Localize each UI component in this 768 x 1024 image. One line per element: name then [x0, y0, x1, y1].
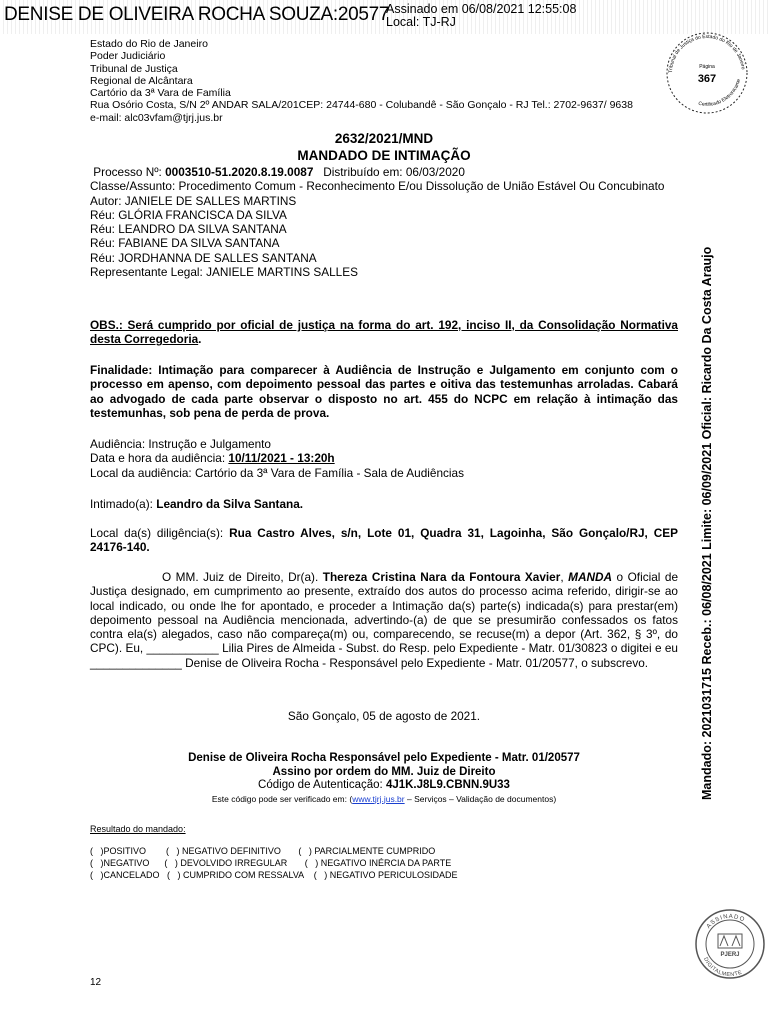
summoned-label: Intimado(a): [90, 497, 153, 511]
obs-end: . [198, 332, 202, 347]
hearing-type: Audiência: Instrução e Julgamento [90, 437, 271, 451]
seal-bottom: DIGITALMENTE [702, 956, 744, 979]
process-block [90, 165, 678, 279]
order-text: o Oficial de Justiça designado, em cumprimento ao presente, extraído dos autos do processo acima referido, dirigir-se ao local indicado, ou onde lhe for apontado, e proceder a Intimação da(s) parte(s) indicada(s) para prestar(em) depoimento pessoal na Audiência mencionada, advertindo-(a) de que se presumirão confessados os fatos contra ela(s) alegados, caso não compareça(m) ou, comparecendo, se recuse(m) a depor (Art. 362, § 3º, do CPC). Eu, ___________ Lilia Pires de Almeida - Subst. do Resp. pelo Expediente - Matr. 01/30823 o digitei e eu ______________ Denise de Oliveira Rocha - Responsável pelo Expediente - Matr. 01/20577, o subscrevo. [90, 570, 679, 670]
svg-text:ASSINADO [706, 914, 746, 930]
result-row: ( )POSITIVO ( ) NEGATIVO DEFINITIVO ( ) PARCIALMENTE CUMPRIDO [90, 846, 436, 856]
hearing-date-value: 10/11/2021 - 13:20h [228, 451, 335, 466]
party: Réu: FABIANE DA SILVA SANTANA [90, 236, 280, 251]
header-line: Cartório da 3ª Vara de Família [90, 87, 231, 100]
auth-code: 4J1K.J8L9.CBNN.9U33 [385, 779, 510, 791]
result-title: Resultado do mandado: [90, 824, 186, 834]
obs-text: OBS.: Será cumprido por oficial de justiça na forma do art. 192, inciso II, da Consolidação Normativa desta Corregedoria [90, 318, 678, 347]
signature-block [90, 752, 678, 806]
process-label: Processo Nº: [93, 165, 162, 179]
header-line: e-mail: alc03vfam@tjrj.jus.br [90, 111, 223, 124]
signed-location: Local: TJ-RJ [386, 15, 456, 29]
result-row: ( )NEGATIVO ( ) DEVOLVIDO IRREGULAR ( ) NEGATIVO INÉRCIA DA PARTE [90, 858, 452, 868]
hearing-date-label: Data e hora da audiência: [90, 451, 226, 466]
obs-note [90, 318, 678, 347]
hearing-block [90, 437, 678, 480]
hearing-location: Local da audiência: Cartório da 3ª Vara de Família - Sala de Audiências [90, 465, 465, 480]
header-line: Estado do Rio de Janeiro [90, 38, 208, 50]
order-paragraph: O MM. Juiz de Direito, Dr(a). Thereza Cristina Nara da Fontoura Xavier, MANDA o Oficial de Justiça designado, em cumprimento ao presente, extraído dos autos do processo acima referido, dirigir-se ao local indicado, ou onde lhe for apontado, e proceder a Intimação da(s) parte(s) indicada(s) para prestar(em) depoimento pessoal na Audiência mencionada, advertindo-(a) de que se presumirão confessados os fatos contra ela(s) alegados, caso não compareça(m) ou, comparecendo, se recuse(m) a depor (Art. 362, § 3º, do CPC). Eu, ___________ Lilia Pires de Almeida - Subst. do Resp. pelo Expediente - Matr. 01/30823 o digitei e eu ______________ Denise de Oliveira Rocha - Responsável pelo Expediente - Matr. 01/20577, o subscrevo. [90, 570, 679, 670]
doc-title: MANDADO DE INTIMAÇÃO [297, 148, 471, 163]
page-seal-icon [662, 28, 752, 118]
distribution-date: Distribuído em: 06/03/2020 [323, 165, 465, 179]
signature-bar [0, 0, 768, 34]
doc-number: 2632/2021/MND [334, 131, 434, 146]
header-line: Regional de Alcântara [90, 74, 193, 87]
party: Réu: GLÓRIA FRANCISCA DA SILVA [90, 207, 287, 222]
process-line [90, 165, 678, 179]
signed-date: Assinado em 06/08/2021 12:55:08 [386, 2, 577, 16]
header-line: Rua Osório Costa, S/N 2º ANDAR SALA/201CEP: 24744-680 - Colubandê - São Gonçalo - RJ Tel.: 2702-9637/ 9638 [90, 99, 633, 112]
verify-link[interactable]: www.tjrj.jus.br [352, 793, 405, 804]
class-subject: Classe/Assunto: Procedimento Comum - Reconhecimento E/ou Dissolução de União Estável Ou Concubinato [90, 179, 665, 194]
header-line: Poder Judiciário [90, 50, 166, 63]
signature-info [386, 3, 576, 29]
party: Réu: LEANDRO DA SILVA SANTANA [90, 222, 287, 237]
digital-signature-seal-icon [694, 908, 766, 980]
diligence-address: Rua Castro Alves, s/n, Lote 01, Quadra 31, Lagoinha, São Gonçalo/RJ, CEP 24176-140. [90, 526, 679, 555]
summoned-party [90, 497, 678, 511]
diligence-label: Local da(s) diligência(s): [90, 526, 224, 540]
verify-path: – Serviços – Validação de documentos) [407, 793, 557, 804]
seal-top-text: Tribunal de Justiça do Estado do Rio de Janeiro [667, 33, 746, 74]
seal-top: ASSINADO [705, 913, 746, 930]
party: Representante Legal: JANIELE MARTINS SALLES [90, 265, 358, 280]
verify-text: Este código pode ser verificado em: [211, 793, 347, 804]
city-date: São Gonçalo, 05 de agosto de 2021. [287, 709, 481, 723]
party: Autor: JANIELE DE SALLES MARTINS [90, 193, 297, 208]
party: Réu: JORDHANNA DE SALLES SANTANA [90, 250, 317, 265]
seal-center: PJERJ [720, 952, 740, 958]
hearing-datetime [90, 451, 678, 465]
verify-line: Este código pode ser verificado em: (www.tjrj.jus.br – Serviços – Validação de documentos) [211, 793, 557, 804]
result-row: ( )CANCELADO ( ) CUMPRIDO COM RESSALVA ( ) NEGATIVO PERICULOSIDADE [90, 870, 458, 880]
auth-line [90, 779, 678, 793]
auth-label: Código de Autenticação: [258, 779, 383, 791]
seal-label: Página [699, 64, 715, 70]
signer-order: Assino por ordem do MM. Juiz de Direito [272, 765, 496, 778]
diligence-location [90, 526, 678, 555]
purpose: Finalidade: Intimação para comparecer à Audiência de Instrução e Julgamento em conjunto com o processo em apenso, com depoimento pessoal das partes e oitiva das testemunhas arroladas. Cabará ao advogado de cada parte observar o disposto no art. 455 do NCPC em relação à intimação das testemunhas, sob pena de perda de prova. [90, 363, 678, 420]
process-number: 0003510-51.2020.8.19.0087 [165, 165, 314, 179]
order-verb: MANDA [568, 570, 613, 584]
order-intro: O MM. Juiz de Direito, Dr(a). [162, 570, 319, 584]
signer-role: Denise de Oliveira Rocha Responsável pelo Expediente - Matr. 01/20577 [188, 752, 580, 764]
mandate-sidebar: Mandado: 2021031715 Receb.: 06/08/2021 Limite: 06/09/2021 Oficial: Ricardo Da Costa Araujo [700, 246, 714, 800]
seal-page-number: 367 [697, 73, 717, 85]
court-header [90, 38, 633, 124]
summoned-name: Leandro da Silva Santana. [156, 497, 304, 511]
signer-name: DENISE DE OLIVEIRA ROCHA SOUZA:20577 [4, 4, 390, 25]
header-line: Tribunal de Justiça [90, 62, 178, 75]
seal-bottom-text: Certificado Eletronicame [697, 78, 743, 108]
page-number: 12 [90, 977, 102, 988]
judge-name: Thereza Cristina Nara da Fontoura Xavier [322, 570, 561, 584]
